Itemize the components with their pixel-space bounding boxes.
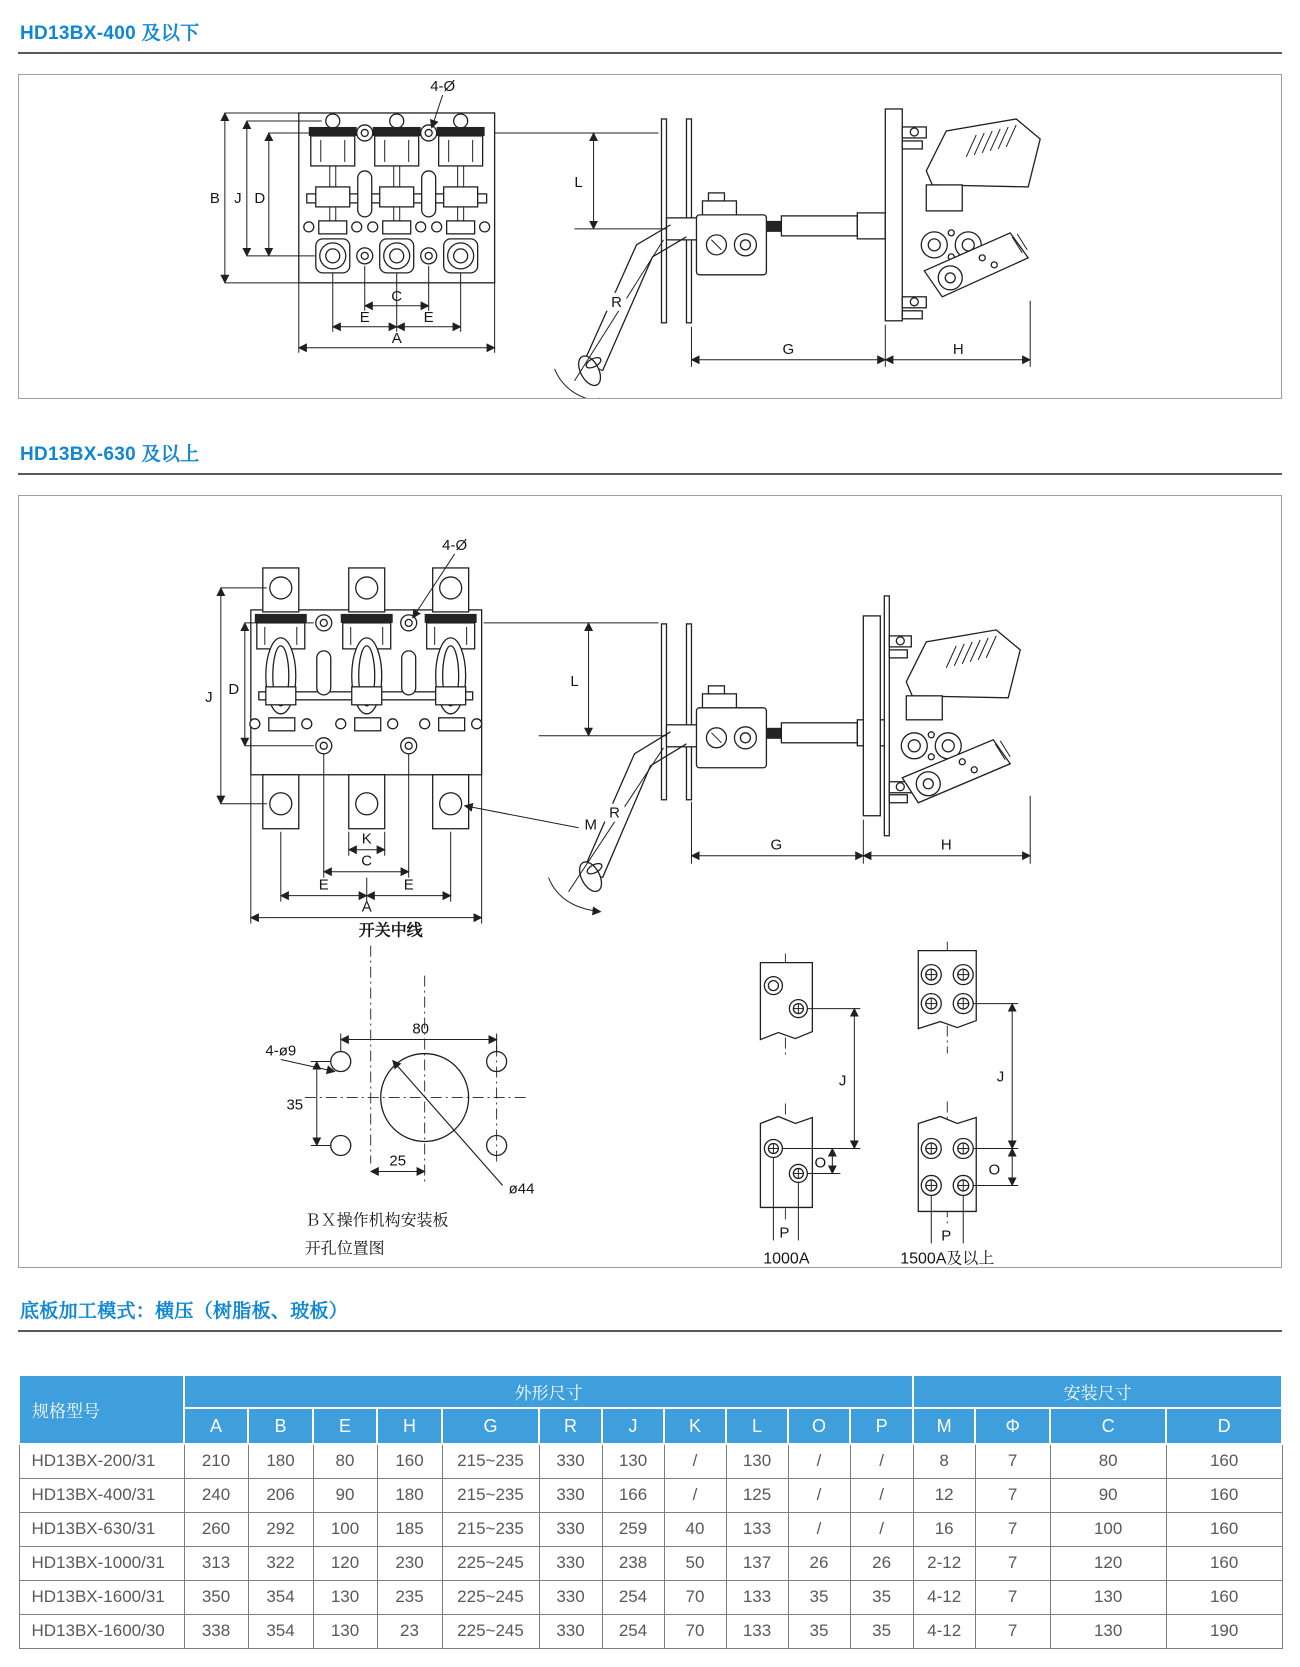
side-view (555, 109, 1041, 398)
value-cell: 160 (377, 1444, 442, 1478)
value-cell: 225~245 (442, 1580, 539, 1614)
value-cell: / (664, 1444, 726, 1478)
drawing-box-hd13bx-630 (18, 495, 1282, 1268)
value-cell: / (788, 1478, 850, 1512)
value-cell: 350 (184, 1580, 248, 1614)
value-cell: 23 (377, 1614, 442, 1648)
model-cell: HD13BX-1600/31 (19, 1580, 184, 1614)
dim-e1: E (318, 876, 329, 894)
value-cell: 80 (1050, 1444, 1166, 1478)
model-cell: HD13BX-200/31 (19, 1444, 184, 1478)
value-cell: 230 (377, 1546, 442, 1580)
dim-r: R (611, 293, 622, 311)
side-view (549, 596, 1031, 912)
value-cell: 7 (975, 1580, 1050, 1614)
bx-plate-diagram (265, 920, 534, 1257)
value-cell: 133 (726, 1512, 788, 1546)
value-cell: / (788, 1512, 850, 1546)
value-cell: 7 (975, 1478, 1050, 1512)
spec-table (18, 1374, 1283, 1649)
value-cell: 2-12 (913, 1546, 975, 1580)
value-cell: 133 (726, 1614, 788, 1648)
value-cell: 160 (1166, 1444, 1282, 1478)
dim-c: C (391, 287, 403, 305)
column-header-P: P (850, 1408, 913, 1444)
dim-a: A (361, 898, 372, 916)
dim-j: J (205, 688, 213, 706)
dim-j: J (234, 189, 242, 207)
value-cell: 35 (788, 1580, 850, 1614)
front-view (250, 568, 482, 829)
value-cell: 125 (726, 1478, 788, 1512)
value-cell: 180 (377, 1478, 442, 1512)
plate-caption-1: ＢＸ操作机构安装板 (304, 1212, 449, 1230)
column-header-R: R (539, 1408, 602, 1444)
bottom-straps (263, 775, 469, 829)
column-header-C: C (1050, 1408, 1166, 1444)
value-cell: 210 (184, 1444, 248, 1478)
value-cell: 260 (184, 1512, 248, 1546)
value-cell: 330 (539, 1478, 602, 1512)
dim-h: H (940, 836, 952, 854)
dim-4phi: 4-Ø (430, 77, 456, 95)
term-dim-p: P (779, 1224, 790, 1242)
column-header-G: G (442, 1408, 539, 1444)
dim-h: H (952, 340, 964, 358)
value-cell: 206 (248, 1478, 313, 1512)
value-cell: 120 (1050, 1546, 1166, 1580)
model-cell: HD13BX-400/31 (19, 1478, 184, 1512)
hd13bx-630-drawing (19, 496, 1281, 1267)
column-header-row (19, 1408, 1282, 1444)
value-cell: 7 (975, 1512, 1050, 1546)
dim-g: G (770, 836, 783, 854)
plate-dim-35: 35 (286, 1096, 304, 1114)
value-cell: 160 (1166, 1546, 1282, 1580)
column-header-M: M (913, 1408, 975, 1444)
column-header-H: H (377, 1408, 442, 1444)
term-dim-j: J (838, 1072, 847, 1090)
dim-r: R (609, 804, 620, 822)
table-row (19, 1444, 1282, 1478)
dim-e2: E (423, 308, 434, 326)
term-caption-1500a: 1500A及以上 (900, 1250, 995, 1268)
value-cell: 4-12 (913, 1580, 975, 1614)
value-cell: 190 (1166, 1614, 1282, 1648)
plate-dim-dia44: ø44 (508, 1180, 535, 1198)
value-cell: 130 (313, 1580, 377, 1614)
value-cell: 225~245 (442, 1614, 539, 1648)
value-cell: 354 (248, 1580, 313, 1614)
section-title-hd13bx-630: HD13BX-630 及以上 (18, 429, 1282, 475)
value-cell: / (850, 1478, 913, 1512)
mounting-dims-group-header: 安装尺寸 (913, 1375, 1282, 1408)
value-cell: 322 (248, 1546, 313, 1580)
front-view (299, 113, 495, 283)
table-row (19, 1478, 1282, 1512)
value-cell: 35 (850, 1580, 913, 1614)
value-cell: 130 (602, 1444, 664, 1478)
value-cell: 330 (539, 1580, 602, 1614)
term-dim-p2: P (941, 1227, 952, 1245)
spec-table-body (19, 1444, 1282, 1648)
top-straps (263, 568, 469, 612)
value-cell: 259 (602, 1512, 664, 1546)
value-cell: 215~235 (442, 1478, 539, 1512)
hd13bx-400-drawing (19, 75, 1281, 398)
value-cell: 235 (377, 1580, 442, 1614)
plate-caption-2: 开孔位置图 (304, 1240, 385, 1258)
dim-d: D (228, 680, 240, 698)
value-cell: 330 (539, 1614, 602, 1648)
dim-l: L (574, 173, 583, 191)
drawing-box-hd13bx-400 (18, 74, 1282, 399)
value-cell: 100 (1050, 1512, 1166, 1546)
column-header-A: A (184, 1408, 248, 1444)
value-cell: 330 (539, 1444, 602, 1478)
value-cell: 90 (1050, 1478, 1166, 1512)
dim-g: G (782, 340, 795, 358)
column-header-E: E (313, 1408, 377, 1444)
table-row (19, 1614, 1282, 1648)
value-cell: 130 (726, 1444, 788, 1478)
value-cell: 90 (313, 1478, 377, 1512)
value-cell: 35 (788, 1614, 850, 1648)
value-cell: 50 (664, 1546, 726, 1580)
table-row (19, 1512, 1282, 1546)
value-cell: 70 (664, 1614, 726, 1648)
column-header-B: B (248, 1408, 313, 1444)
value-cell: 137 (726, 1546, 788, 1580)
model-cell: HD13BX-630/31 (19, 1512, 184, 1546)
plate-dim-4phi9: 4-ø9 (265, 1042, 297, 1060)
term-dim-o: O (814, 1154, 827, 1172)
value-cell: 7 (975, 1444, 1050, 1478)
plate-title: 开关中线 (358, 922, 423, 940)
group-header-row (19, 1375, 1282, 1408)
value-cell: 180 (248, 1444, 313, 1478)
plate-dim-25: 25 (389, 1152, 407, 1170)
value-cell: 338 (184, 1614, 248, 1648)
section-title-baseplate-mode: 底板加工模式：横压（树脂板、玻板） (18, 1286, 1282, 1332)
value-cell: / (664, 1478, 726, 1512)
value-cell: 313 (184, 1546, 248, 1580)
value-cell: 160 (1166, 1580, 1282, 1614)
value-cell: 12 (913, 1478, 975, 1512)
outline-dims-group-header: 外形尺寸 (184, 1375, 913, 1408)
value-cell: 26 (850, 1546, 913, 1580)
table-row (19, 1580, 1282, 1614)
terminal-diagram-1000a (760, 953, 860, 1267)
value-cell: 225~245 (442, 1546, 539, 1580)
corner-holes (331, 1045, 507, 1161)
value-cell: 7 (975, 1614, 1050, 1648)
front-view-dimensions (210, 78, 669, 353)
dim-d: D (254, 189, 266, 207)
model-cell: HD13BX-1000/31 (19, 1546, 184, 1580)
value-cell: 240 (184, 1478, 248, 1512)
value-cell: 40 (664, 1512, 726, 1546)
value-cell: 160 (1166, 1512, 1282, 1546)
value-cell: 130 (313, 1614, 377, 1648)
model-cell: HD13BX-1600/30 (19, 1614, 184, 1648)
term-caption-1000a: 1000A (763, 1250, 810, 1268)
value-cell: / (850, 1444, 913, 1478)
value-cell: / (788, 1444, 850, 1478)
dim-l: L (570, 672, 579, 690)
column-header-Φ: Φ (975, 1408, 1050, 1444)
value-cell: 130 (1050, 1614, 1166, 1648)
value-cell: 70 (664, 1580, 726, 1614)
value-cell: 100 (313, 1512, 377, 1546)
value-cell: 26 (788, 1546, 850, 1580)
dim-a: A (391, 329, 402, 347)
value-cell: 8 (913, 1444, 975, 1478)
dim-m: M (584, 816, 598, 834)
dim-k: K (361, 830, 372, 848)
value-cell: 4-12 (913, 1614, 975, 1648)
value-cell: 292 (248, 1512, 313, 1546)
column-header-L: L (726, 1408, 788, 1444)
value-cell: 35 (850, 1614, 913, 1648)
table-row (19, 1546, 1282, 1580)
value-cell: 330 (539, 1546, 602, 1580)
value-cell: 130 (1050, 1580, 1166, 1614)
value-cell: 166 (602, 1478, 664, 1512)
value-cell: 120 (313, 1546, 377, 1580)
value-cell: 238 (602, 1546, 664, 1580)
value-cell: 354 (248, 1614, 313, 1648)
value-cell: / (850, 1512, 913, 1546)
term-dim-o2: O (988, 1161, 1001, 1179)
value-cell: 215~235 (442, 1444, 539, 1478)
column-header-J: J (602, 1408, 664, 1444)
dim-e2: E (403, 876, 414, 894)
dim-4phi: 4-Ø (442, 536, 468, 554)
section-title-hd13bx-400: HD13BX-400 及以下 (18, 8, 1282, 54)
value-cell: 80 (313, 1444, 377, 1478)
terminal-diagram-1500a (900, 941, 1018, 1267)
value-cell: 160 (1166, 1478, 1282, 1512)
value-cell: 7 (975, 1546, 1050, 1580)
value-cell: 215~235 (442, 1512, 539, 1546)
model-column-header: 规格型号 (19, 1375, 184, 1444)
value-cell: 133 (726, 1580, 788, 1614)
value-cell: 254 (602, 1580, 664, 1614)
dim-e1: E (359, 308, 370, 326)
dim-c: C (361, 852, 373, 870)
value-cell: 254 (602, 1614, 664, 1648)
term-dim-j2: J (996, 1068, 1005, 1086)
value-cell: 330 (539, 1512, 602, 1546)
value-cell: 185 (377, 1512, 442, 1546)
dim-b: B (209, 189, 220, 207)
spec-table-wrap (18, 1374, 1282, 1649)
column-header-O: O (788, 1408, 850, 1444)
column-header-K: K (664, 1408, 726, 1444)
value-cell: 16 (913, 1512, 975, 1546)
plate-dim-80: 80 (412, 1020, 430, 1038)
column-header-D: D (1166, 1408, 1282, 1444)
